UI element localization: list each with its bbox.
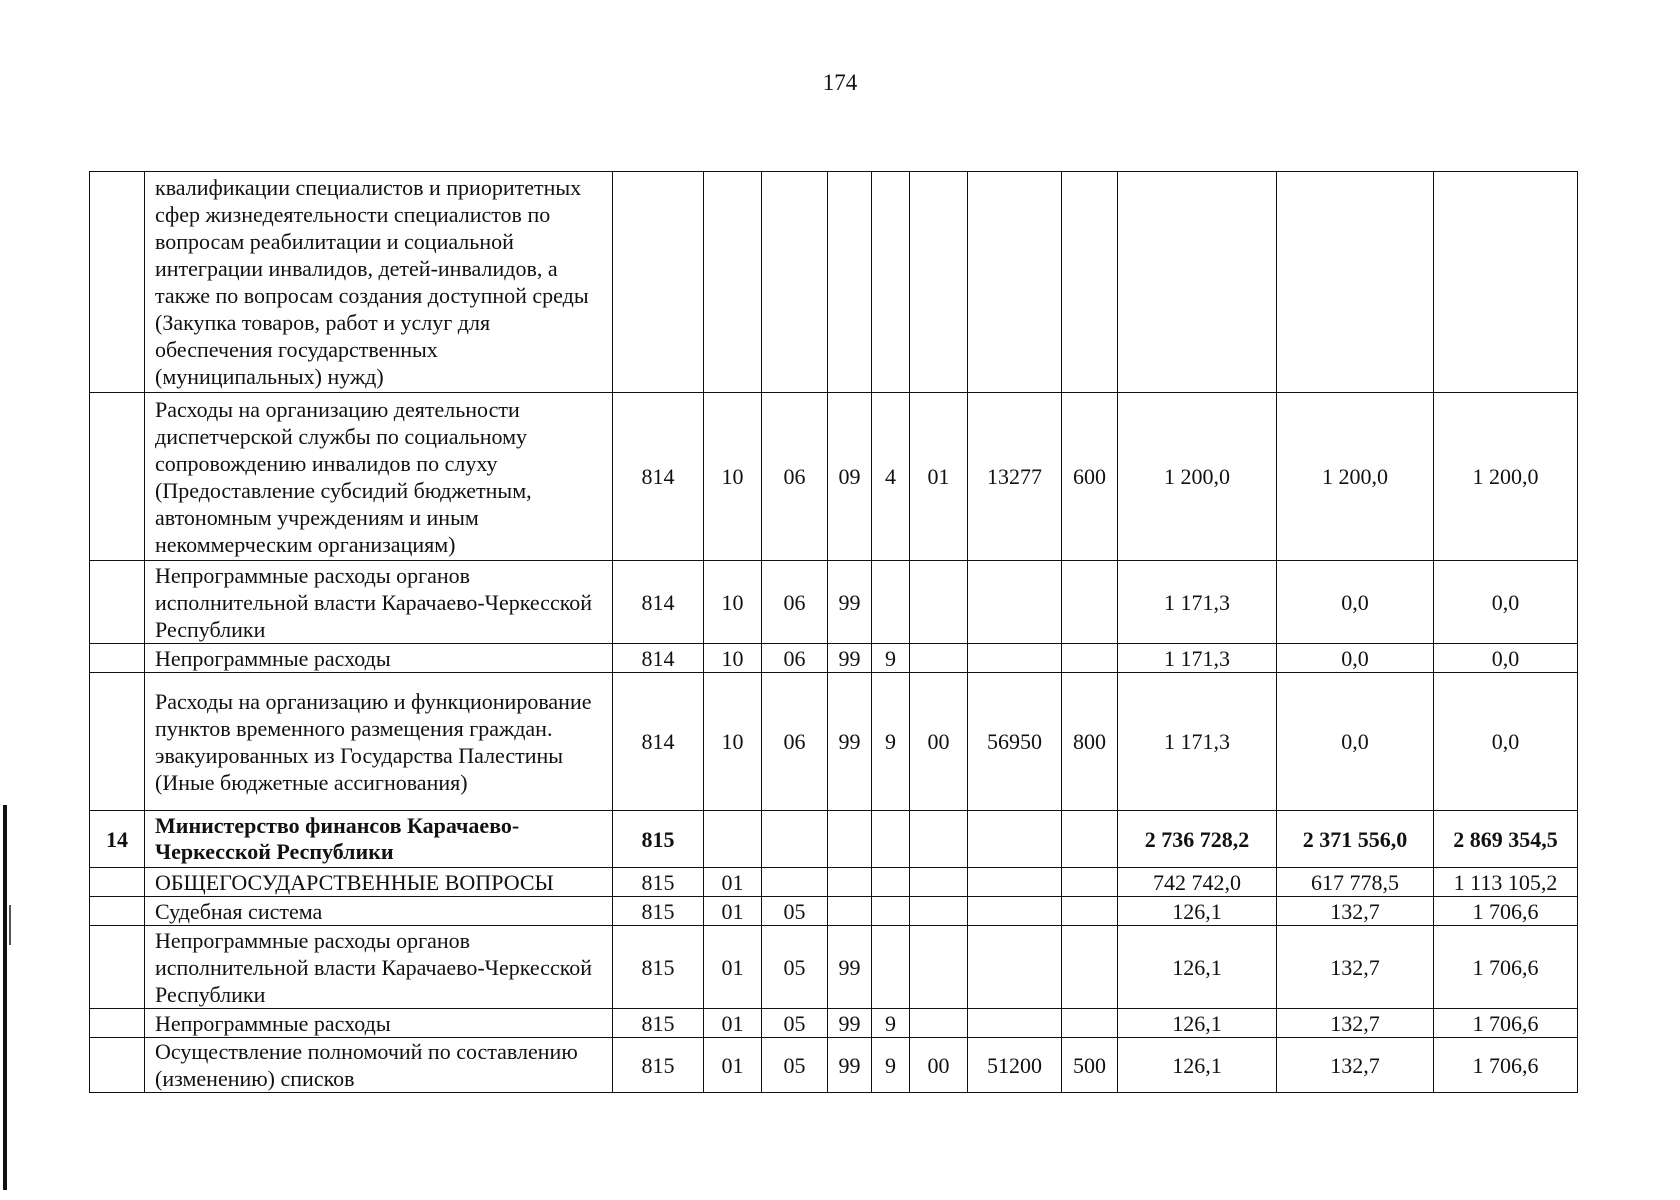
- year3-amount-cell: 1 113 105,2: [1434, 868, 1578, 897]
- table-row: [90, 1009, 1578, 1038]
- year2-amount-cell: 132,7: [1277, 897, 1434, 926]
- year1-amount-cell: 1 171,3: [1118, 673, 1277, 811]
- subprogram-code-cell: [872, 172, 910, 393]
- row-number-cell: [90, 172, 145, 393]
- event-code-cell: [910, 926, 968, 1009]
- ved-code-cell: 814: [613, 673, 704, 811]
- year3-amount-cell: [1434, 172, 1578, 393]
- ved-code-cell: 814: [613, 644, 704, 673]
- row-name-cell: Непрограммные расходы: [145, 1009, 613, 1038]
- subsection-code-cell: 05: [762, 897, 828, 926]
- row-number-cell: [90, 926, 145, 1009]
- subprogram-code-cell: 4: [872, 393, 910, 561]
- row-name-cell: Расходы на организацию деятельности диспетчерской службы по социальному сопровождению инвалидов по слуху (Предоставление субсидий бюджетным, автономным учреждениям и иным некоммерческим организациям): [145, 393, 613, 561]
- page-number: 174: [822, 70, 858, 95]
- direction-code-cell: 51200: [968, 1038, 1062, 1093]
- scan-edge-mark-small: [9, 905, 11, 945]
- event-code-cell: [910, 811, 968, 868]
- subsection-code-cell: 06: [762, 561, 828, 644]
- subsection-code-cell: [762, 811, 828, 868]
- year3-amount-cell: 1 706,6: [1434, 1038, 1578, 1093]
- row-name-cell: Непрограммные расходы органов исполнительной власти Карачаево-Черкесской Республики: [145, 561, 613, 644]
- expense-type-code-cell: [1062, 644, 1118, 673]
- direction-code-cell: [968, 811, 1062, 868]
- year1-amount-cell: 742 742,0: [1118, 868, 1277, 897]
- row-name-cell: Министерство финансов Карачаево-Черкесской Республики: [145, 811, 613, 868]
- program-code-cell: 99: [828, 561, 872, 644]
- row-number-cell: [90, 644, 145, 673]
- subsection-code-cell: 06: [762, 644, 828, 673]
- table-row: [90, 393, 1578, 561]
- section-code-cell: 10: [704, 644, 762, 673]
- expense-type-code-cell: [1062, 811, 1118, 868]
- year1-amount-cell: 1 171,3: [1118, 644, 1277, 673]
- ved-code-cell: 815: [613, 868, 704, 897]
- program-code-cell: 99: [828, 673, 872, 811]
- direction-code-cell: [968, 1009, 1062, 1038]
- year3-amount-cell: 2 869 354,5: [1434, 811, 1578, 868]
- program-code-cell: 09: [828, 393, 872, 561]
- year3-amount-cell: 0,0: [1434, 644, 1578, 673]
- expense-type-code-cell: [1062, 868, 1118, 897]
- expense-type-code-cell: [1062, 897, 1118, 926]
- year2-amount-cell: 132,7: [1277, 1038, 1434, 1093]
- event-code-cell: [910, 868, 968, 897]
- row-number-cell: [90, 393, 145, 561]
- subprogram-code-cell: [872, 811, 910, 868]
- expense-type-code-cell: 500: [1062, 1038, 1118, 1093]
- year1-amount-cell: 126,1: [1118, 1009, 1277, 1038]
- section-code-cell: [704, 811, 762, 868]
- program-code-cell: [828, 811, 872, 868]
- subsection-code-cell: 05: [762, 926, 828, 1009]
- year1-amount-cell: 126,1: [1118, 897, 1277, 926]
- event-code-cell: [910, 1009, 968, 1038]
- table-row: [90, 561, 1578, 644]
- year3-amount-cell: 1 706,6: [1434, 897, 1578, 926]
- budget-table: [89, 171, 1578, 1093]
- section-code-cell: 01: [704, 1038, 762, 1093]
- year2-amount-cell: 2 371 556,0: [1277, 811, 1434, 868]
- event-code-cell: [910, 561, 968, 644]
- direction-code-cell: [968, 644, 1062, 673]
- program-code-cell: 99: [828, 926, 872, 1009]
- ved-code-cell: 815: [613, 1009, 704, 1038]
- table-body: [90, 172, 1578, 1093]
- expense-type-code-cell: [1062, 1009, 1118, 1038]
- event-code-cell: [910, 172, 968, 393]
- year3-amount-cell: 1 200,0: [1434, 393, 1578, 561]
- year2-amount-cell: 1 200,0: [1277, 393, 1434, 561]
- year1-amount-cell: [1118, 172, 1277, 393]
- direction-code-cell: [968, 897, 1062, 926]
- section-code-cell: 01: [704, 1009, 762, 1038]
- direction-code-cell: [968, 926, 1062, 1009]
- row-name-cell: ОБЩЕГОСУДАРСТВЕННЫЕ ВОПРОСЫ: [145, 868, 613, 897]
- ved-code-cell: 814: [613, 393, 704, 561]
- row-name-cell: Непрограммные расходы: [145, 644, 613, 673]
- table-row: [90, 172, 1578, 393]
- table-row: [90, 926, 1578, 1009]
- subsection-code-cell: 05: [762, 1038, 828, 1093]
- program-code-cell: [828, 897, 872, 926]
- subsection-code-cell: 05: [762, 1009, 828, 1038]
- program-code-cell: [828, 172, 872, 393]
- row-number-cell: [90, 1009, 145, 1038]
- row-number-cell: [90, 868, 145, 897]
- event-code-cell: 00: [910, 1038, 968, 1093]
- program-code-cell: 99: [828, 1009, 872, 1038]
- year1-amount-cell: 1 200,0: [1118, 393, 1277, 561]
- ved-code-cell: 814: [613, 561, 704, 644]
- row-name-cell: Расходы на организацию и функционирование пунктов временного размещения граждан. эвакуированных из Государства Палестины (Иные бюджетные ассигнования): [145, 673, 613, 811]
- program-code-cell: [828, 868, 872, 897]
- section-code-cell: 01: [704, 926, 762, 1009]
- year1-amount-cell: 126,1: [1118, 1038, 1277, 1093]
- subsection-code-cell: [762, 172, 828, 393]
- section-code-cell: 10: [704, 561, 762, 644]
- subprogram-code-cell: 9: [872, 673, 910, 811]
- row-name-cell: Непрограммные расходы органов исполнительной власти Карачаево-Черкесской Республики: [145, 926, 613, 1009]
- event-code-cell: 01: [910, 393, 968, 561]
- year2-amount-cell: 0,0: [1277, 673, 1434, 811]
- year1-amount-cell: 126,1: [1118, 926, 1277, 1009]
- row-number-cell: [90, 897, 145, 926]
- year2-amount-cell: 132,7: [1277, 926, 1434, 1009]
- row-number-cell: [90, 1038, 145, 1093]
- scan-edge-mark: [3, 805, 7, 1190]
- ved-code-cell: 815: [613, 1038, 704, 1093]
- table-row: [90, 868, 1578, 897]
- ved-code-cell: [613, 172, 704, 393]
- table-row: [90, 644, 1578, 673]
- direction-code-cell: 13277: [968, 393, 1062, 561]
- expense-type-code-cell: [1062, 926, 1118, 1009]
- row-name-cell: квалификации специалистов и приоритетных сфер жизнедеятельности специалистов по вопросам реабилитации и социальной интеграции инвалидов, детей-инвалидов, а также по вопросам создания доступной среды (Закупка товаров, работ и услуг для обеспечения государственных (муниципальных) нужд): [145, 172, 613, 393]
- section-code-cell: 01: [704, 897, 762, 926]
- table-row: [90, 811, 1578, 868]
- subprogram-code-cell: [872, 868, 910, 897]
- event-code-cell: [910, 897, 968, 926]
- program-code-cell: 99: [828, 1038, 872, 1093]
- table-row: [90, 673, 1578, 811]
- subprogram-code-cell: [872, 897, 910, 926]
- year2-amount-cell: 0,0: [1277, 561, 1434, 644]
- year1-amount-cell: 1 171,3: [1118, 561, 1277, 644]
- year3-amount-cell: 0,0: [1434, 673, 1578, 811]
- expense-type-code-cell: 600: [1062, 393, 1118, 561]
- year3-amount-cell: 0,0: [1434, 561, 1578, 644]
- year1-amount-cell: 2 736 728,2: [1118, 811, 1277, 868]
- subsection-code-cell: [762, 868, 828, 897]
- section-code-cell: 01: [704, 868, 762, 897]
- expense-type-code-cell: [1062, 561, 1118, 644]
- row-name-cell: Осуществление полномочий по составлению (изменению) списков: [145, 1038, 613, 1093]
- year2-amount-cell: [1277, 172, 1434, 393]
- subsection-code-cell: 06: [762, 673, 828, 811]
- row-number-cell: [90, 673, 145, 811]
- section-code-cell: [704, 172, 762, 393]
- event-code-cell: 00: [910, 673, 968, 811]
- ved-code-cell: 815: [613, 811, 704, 868]
- ved-code-cell: 815: [613, 926, 704, 1009]
- table-row: [90, 1038, 1578, 1093]
- year2-amount-cell: 617 778,5: [1277, 868, 1434, 897]
- program-code-cell: 99: [828, 644, 872, 673]
- row-number-cell: [90, 561, 145, 644]
- section-code-cell: 10: [704, 673, 762, 811]
- table-row: [90, 897, 1578, 926]
- year2-amount-cell: 0,0: [1277, 644, 1434, 673]
- year3-amount-cell: 1 706,6: [1434, 926, 1578, 1009]
- subprogram-code-cell: [872, 561, 910, 644]
- direction-code-cell: 56950: [968, 673, 1062, 811]
- event-code-cell: [910, 644, 968, 673]
- direction-code-cell: [968, 868, 1062, 897]
- subprogram-code-cell: 9: [872, 1009, 910, 1038]
- year2-amount-cell: 132,7: [1277, 1009, 1434, 1038]
- expense-type-code-cell: [1062, 172, 1118, 393]
- section-code-cell: 10: [704, 393, 762, 561]
- direction-code-cell: [968, 561, 1062, 644]
- year3-amount-cell: 1 706,6: [1434, 1009, 1578, 1038]
- subprogram-code-cell: 9: [872, 644, 910, 673]
- expense-type-code-cell: 800: [1062, 673, 1118, 811]
- ved-code-cell: 815: [613, 897, 704, 926]
- subsection-code-cell: 06: [762, 393, 828, 561]
- row-name-cell: Судебная система: [145, 897, 613, 926]
- row-number-cell: 14: [90, 811, 145, 868]
- direction-code-cell: [968, 172, 1062, 393]
- subprogram-code-cell: 9: [872, 1038, 910, 1093]
- subprogram-code-cell: [872, 926, 910, 1009]
